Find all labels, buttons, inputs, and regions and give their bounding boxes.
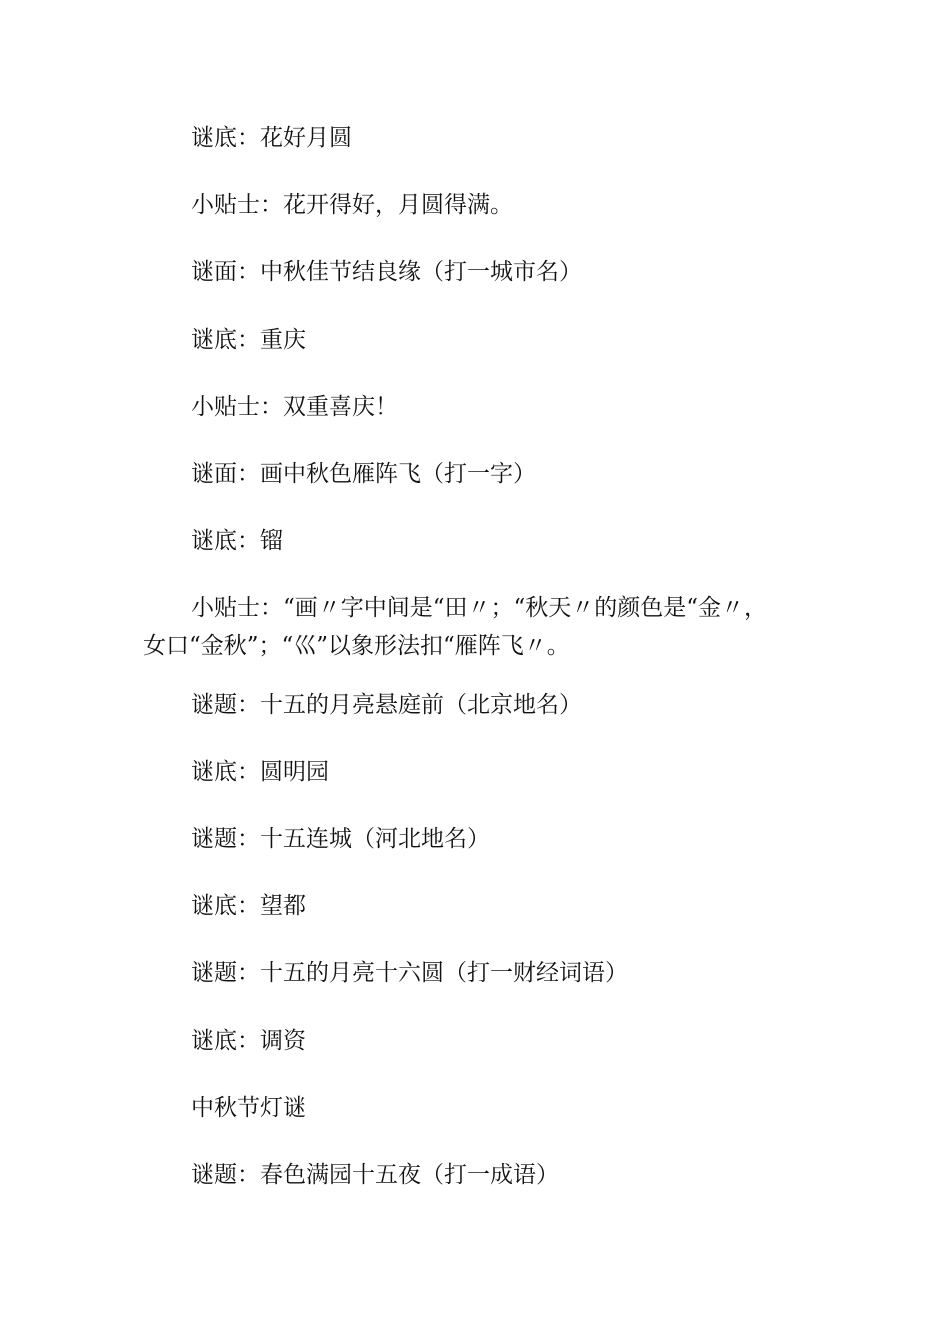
tip-line: 小贴士：双重喜庆！ bbox=[191, 393, 398, 420]
answer-line: 谜底：调资 bbox=[191, 1027, 306, 1054]
riddle-line: 谜面：画中秋色雁阵飞（打一字） bbox=[191, 460, 536, 487]
tip-line-continuation: 女口“金秋”；“巛”以象形法扣“雁阵飞〃。 bbox=[143, 633, 570, 660]
riddle-line: 谜面：中秋佳节结良缘（打一城市名） bbox=[191, 259, 582, 286]
riddle-line: 谜题：十五的月亮十六圆（打一财经词语） bbox=[191, 960, 628, 987]
answer-line: 谜底：花好月圆 bbox=[191, 125, 352, 151]
riddle-line: 谜题：十五连城（河北地名） bbox=[191, 826, 490, 853]
section-heading: 中秋节灯谜 bbox=[191, 1094, 306, 1121]
answer-line: 谜底：圆明园 bbox=[191, 758, 329, 785]
riddle-line: 谜题：十五的月亮悬庭前（北京地名） bbox=[191, 691, 582, 718]
answer-line: 谜底：镏 bbox=[191, 528, 283, 555]
document-body bbox=[143, 119, 813, 1223]
answer-line: 谜底：望都 bbox=[191, 893, 306, 920]
answer-line: 谜底：重庆 bbox=[191, 326, 306, 353]
tip-line: 小贴士：花开得好，月圆得满。 bbox=[191, 192, 513, 219]
riddle-line: 谜题：春色满园十五夜（打一成语） bbox=[191, 1162, 559, 1189]
tip-line: 小贴士：“画〃字中间是“田〃；“秋天〃的颜色是“金〃， bbox=[191, 595, 768, 622]
